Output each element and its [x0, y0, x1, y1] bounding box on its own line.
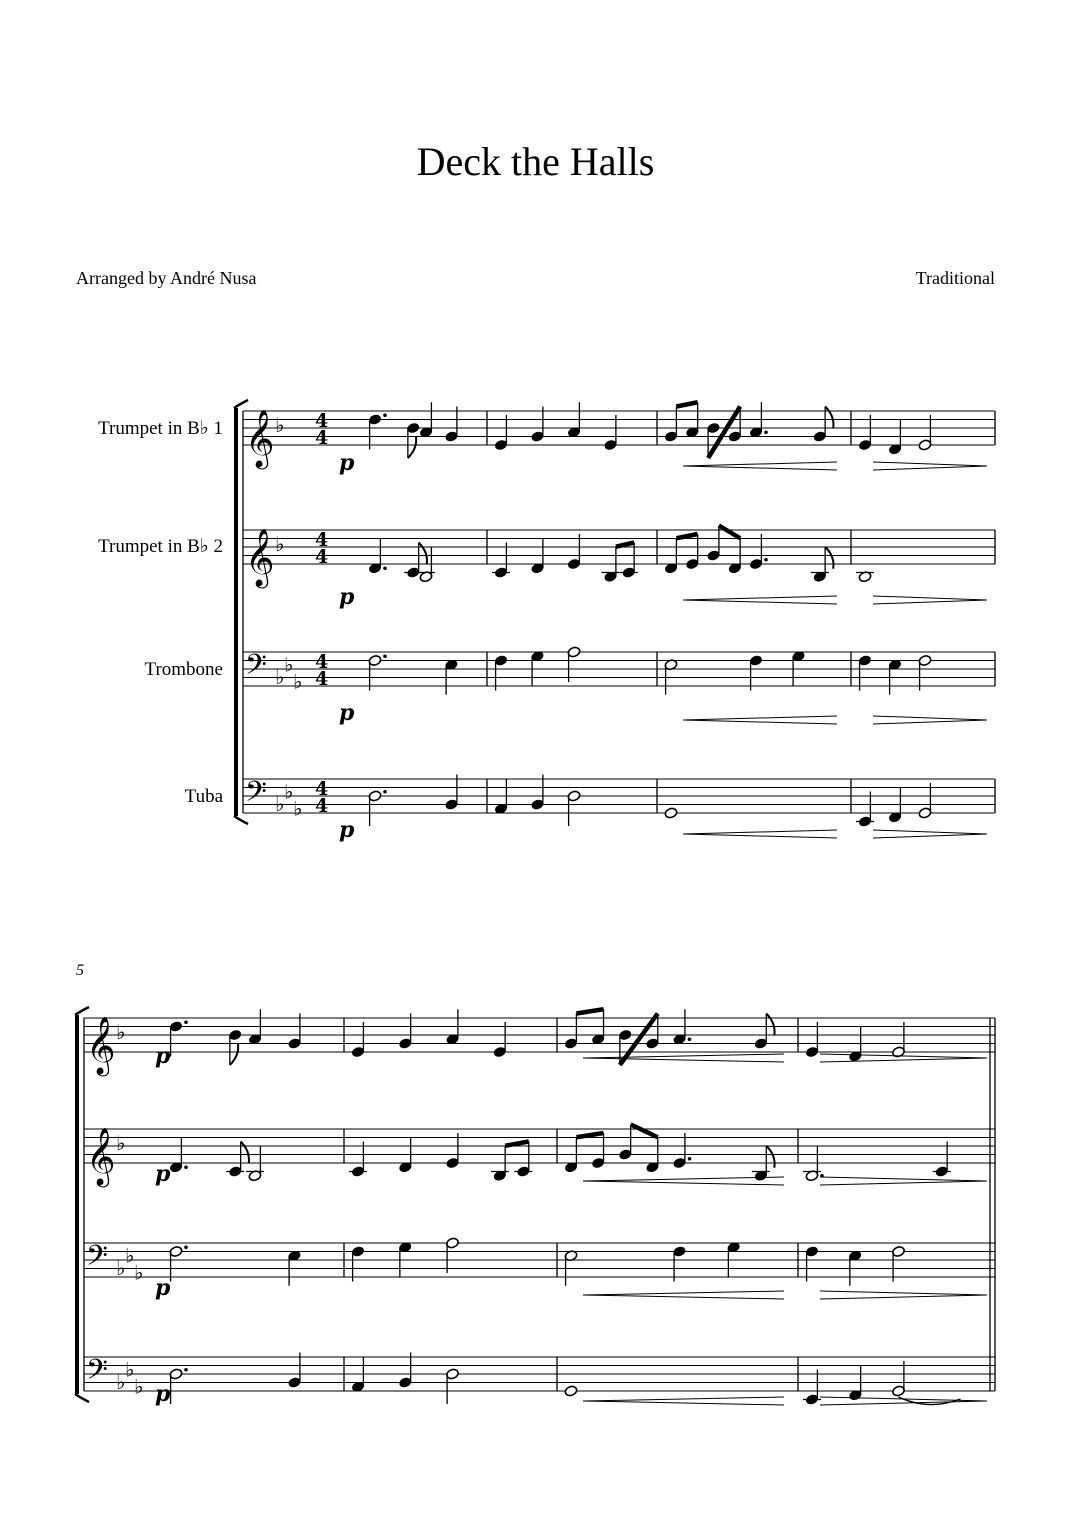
- crescendo-hairpin: [583, 1397, 784, 1401]
- treble-clef-icon: 𝄞: [86, 1016, 116, 1074]
- crescendo-hairpin: [583, 1058, 784, 1062]
- treble-clef-icon: 𝄞: [86, 1127, 116, 1185]
- crescendo-hairpin: [683, 716, 837, 720]
- dynamic-marking: p: [339, 700, 355, 726]
- beam: [676, 534, 697, 538]
- instrument-name-tuba: Tuba: [184, 786, 223, 807]
- crescendo-hairpin: [583, 1401, 784, 1405]
- time-signature-bottom: 4: [315, 795, 329, 817]
- decrescendo-hairpin: [820, 1295, 987, 1299]
- instrument-name-trumpet-2: Trumpet in B♭ 2: [98, 536, 223, 557]
- crescendo-hairpin: [683, 834, 837, 838]
- augmentation-dot: [383, 413, 387, 417]
- time-signature-top: 4: [315, 410, 329, 432]
- decrescendo-hairpin: [820, 1291, 987, 1295]
- decrescendo-hairpin: [820, 1181, 987, 1185]
- beam: [505, 1142, 529, 1146]
- flat-icon: ♭: [275, 532, 285, 556]
- measure-number: 5: [76, 962, 84, 979]
- flag: [766, 1146, 774, 1168]
- instrument-name-trombone: Trombone: [144, 659, 223, 680]
- decrescendo-hairpin: [873, 596, 987, 600]
- dynamic-marking: p: [155, 1381, 171, 1407]
- dynamic-marking: p: [155, 1161, 171, 1187]
- decrescendo-hairpin: [820, 1401, 987, 1405]
- system-bracket: [75, 1015, 79, 1394]
- decrescendo-hairpin: [873, 462, 987, 466]
- time-signature-top: 4: [315, 651, 329, 673]
- bracket-hook: [75, 1007, 89, 1015]
- flat-icon: ♭: [116, 1131, 126, 1155]
- system-bracket: [234, 408, 238, 816]
- flat-icon: ♭: [116, 1020, 126, 1044]
- flat-icon: ♭: [275, 665, 285, 689]
- dynamic-marking: p: [339, 584, 355, 610]
- flat-icon: ♭: [275, 413, 285, 437]
- decrescendo-hairpin: [820, 1177, 987, 1181]
- bracket-hook: [234, 816, 248, 824]
- flat-icon: ♭: [125, 1243, 135, 1268]
- time-signature-top: 4: [315, 778, 329, 800]
- flag: [419, 543, 427, 565]
- dynamic-marking: p: [155, 1275, 171, 1301]
- dynamic-marking: p: [339, 450, 355, 476]
- beam: [576, 1133, 603, 1137]
- arranger-credit: Arranged by André Nusa: [76, 268, 257, 288]
- flag: [408, 436, 416, 458]
- flat-icon: ♭: [125, 1357, 135, 1382]
- bass-clef-icon: 𝄢: [245, 648, 267, 689]
- crescendo-hairpin: [583, 1054, 784, 1058]
- crescendo-hairpin: [683, 466, 837, 470]
- bass-clef-icon: 𝄢: [245, 775, 267, 816]
- crescendo-hairpin: [683, 600, 837, 604]
- treble-clef-icon: 𝄞: [245, 409, 275, 467]
- flat-icon: ♭: [284, 779, 294, 804]
- dynamic-marking: p: [155, 1043, 171, 1069]
- flat-icon: ♭: [275, 792, 285, 816]
- augmentation-dot: [184, 1245, 188, 1249]
- note-head: [664, 807, 678, 819]
- bass-clef-icon: 𝄢: [86, 1239, 108, 1280]
- flat-icon: ♭: [293, 796, 303, 821]
- flat-icon: ♭: [116, 1370, 126, 1394]
- flag: [825, 547, 833, 569]
- time-signature-bottom: 4: [315, 427, 329, 449]
- decrescendo-hairpin: [873, 720, 987, 724]
- decrescendo-hairpin: [820, 1397, 987, 1401]
- instrument-name-trumpet-1: Trumpet in B♭ 1: [98, 418, 223, 439]
- flat-icon: ♭: [293, 669, 303, 694]
- decrescendo-hairpin: [873, 834, 987, 838]
- augmentation-dot: [764, 430, 768, 434]
- bracket-hook: [75, 1394, 89, 1402]
- time-signature-bottom: 4: [315, 668, 329, 690]
- flag: [230, 1043, 238, 1065]
- flat-icon: ♭: [134, 1374, 144, 1399]
- crescendo-hairpin: [583, 1181, 784, 1185]
- augmentation-dot: [688, 1037, 692, 1041]
- beam: [676, 402, 697, 406]
- augmentation-dot: [764, 558, 768, 562]
- augmentation-dot: [184, 1165, 188, 1169]
- flag: [825, 407, 833, 429]
- score-title: Deck the Halls: [416, 139, 655, 184]
- tie: [899, 1397, 961, 1405]
- crescendo-hairpin: [583, 1177, 784, 1181]
- time-signature-top: 4: [315, 529, 329, 551]
- composer-credit: Traditional: [915, 268, 995, 288]
- augmentation-dot: [184, 1020, 188, 1024]
- beam: [616, 543, 634, 547]
- crescendo-hairpin: [683, 720, 837, 724]
- flat-icon: ♭: [284, 652, 294, 677]
- decrescendo-hairpin: [873, 716, 987, 720]
- decrescendo-hairpin: [873, 600, 987, 604]
- bass-clef-icon: 𝄢: [86, 1353, 108, 1394]
- crescendo-hairpin: [683, 830, 837, 834]
- dynamic-marking: p: [339, 817, 355, 843]
- decrescendo-hairpin: [873, 466, 987, 470]
- beam: [719, 526, 740, 539]
- augmentation-dot: [383, 566, 387, 570]
- augmentation-dot: [184, 1368, 188, 1372]
- beam: [576, 1009, 603, 1013]
- augmentation-dot: [688, 1157, 692, 1161]
- treble-clef-icon: 𝄞: [245, 528, 275, 586]
- crescendo-hairpin: [583, 1295, 784, 1299]
- decrescendo-hairpin: [820, 1058, 987, 1062]
- decrescendo-hairpin: [873, 830, 987, 834]
- note-head: [564, 1385, 578, 1397]
- flat-icon: ♭: [134, 1260, 144, 1285]
- flag: [766, 1014, 774, 1036]
- crescendo-hairpin: [683, 462, 837, 466]
- bracket-hook: [234, 400, 248, 408]
- augmentation-dot: [383, 654, 387, 658]
- beam: [631, 1125, 658, 1138]
- crescendo-hairpin: [683, 596, 837, 600]
- time-signature-bottom: 4: [315, 546, 329, 568]
- augmentation-dot: [383, 790, 387, 794]
- flag: [241, 1142, 249, 1164]
- flat-icon: ♭: [116, 1256, 126, 1280]
- crescendo-hairpin: [583, 1291, 784, 1295]
